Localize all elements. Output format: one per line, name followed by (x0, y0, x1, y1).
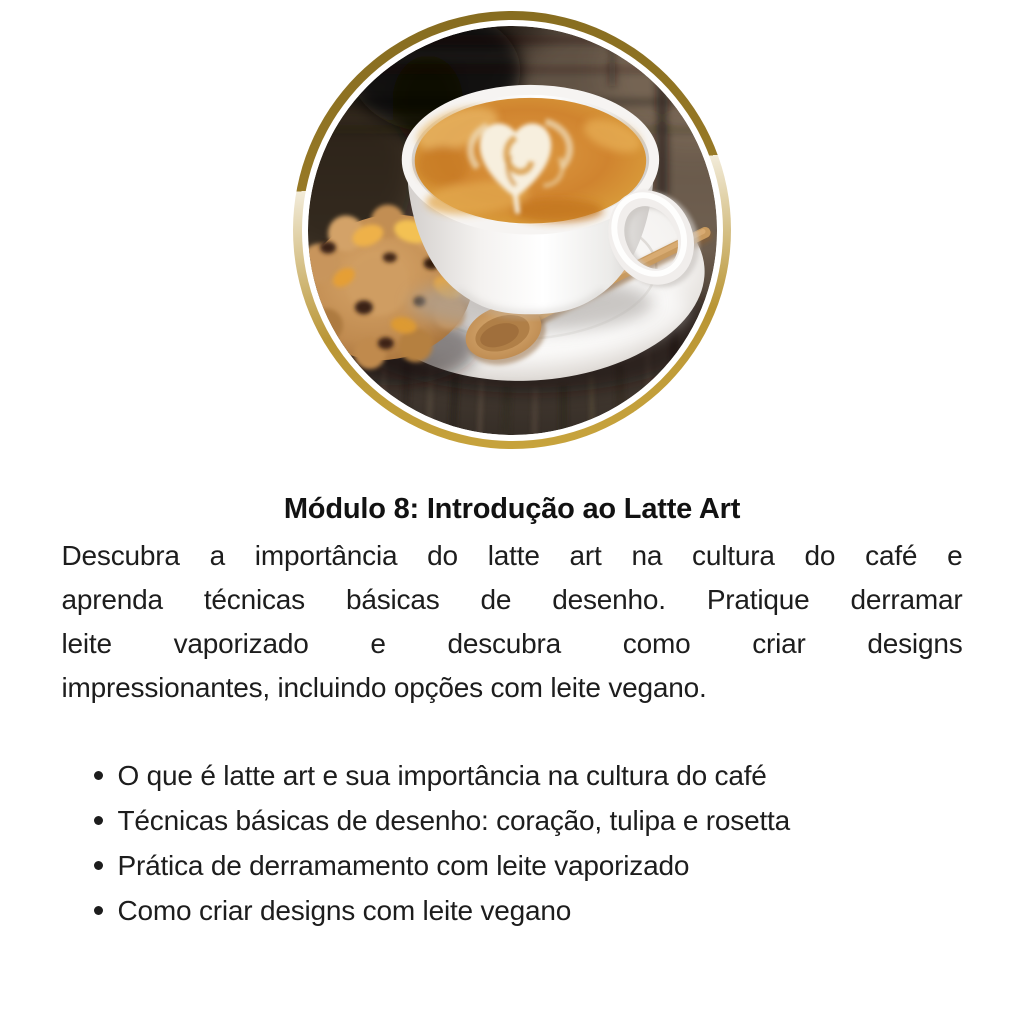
list-item-text: O que é latte art e sua importância na cultura do café (117, 760, 767, 791)
list-item (62, 753, 963, 798)
bullet-dot (94, 771, 103, 780)
page-title: Módulo 8: Introdução ao Latte Art (283, 493, 741, 525)
bullet-dot (94, 861, 103, 870)
description-line: leite vaporizado e descubra como criar designs (61, 628, 963, 659)
bullet-dot (94, 906, 103, 915)
latte-art-photo-icon (308, 26, 717, 435)
module-description (62, 534, 963, 710)
list-item (62, 798, 963, 843)
photo-white-gap (302, 20, 723, 441)
description-line: aprenda técnicas básicas de desenho. Pratique derramar (61, 584, 963, 615)
photo-gold-ring (293, 11, 731, 449)
list-item (62, 843, 963, 888)
list-item-text: Como criar designs com leite vegano (117, 895, 572, 926)
description-line: Descubra a importância do latte art na cultura do café e (61, 540, 963, 571)
topics-list (62, 753, 963, 933)
bullet-dot (94, 816, 103, 825)
description-line: impressionantes, incluindo opções com leite vegano. (61, 672, 707, 703)
list-item-text: Técnicas básicas de desenho: coração, tulipa e rosetta (117, 805, 790, 836)
list-item-text: Prática de derramamento com leite vaporizado (117, 850, 690, 881)
list-item (62, 888, 963, 933)
page (0, 11, 1024, 1035)
